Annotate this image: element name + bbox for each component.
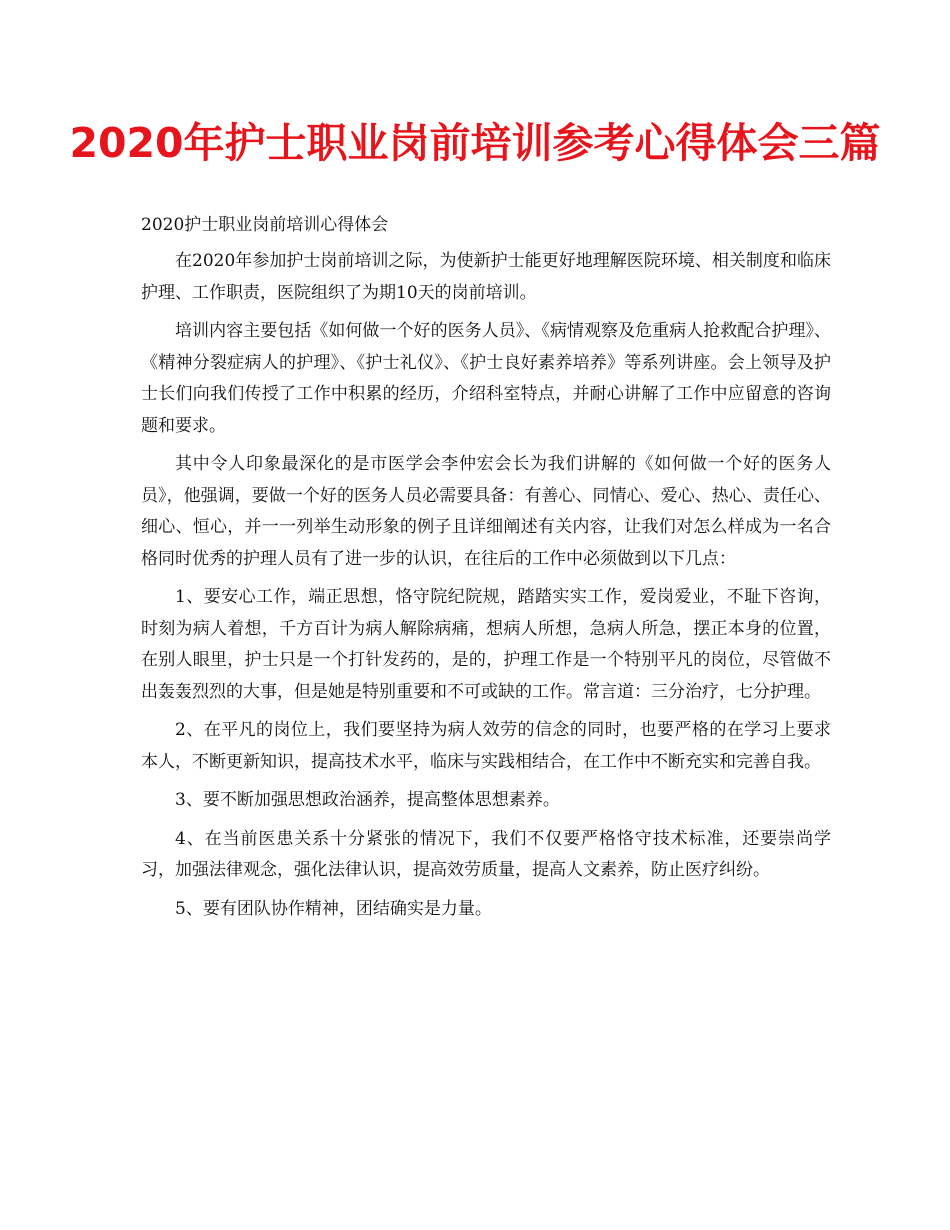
document-title: 2020年护士职业岗前培训参考心得体会三篇 (69, 119, 881, 167)
paragraph: 2、在平凡的岗位上，我们要坚持为病人效劳的信念的同时，也要严格的在学习上要求本人，不断更新知识，提高技术水平，临床与实践相结合，在工作中不断充实和完善自我。 (141, 720, 831, 772)
paragraph: 3、要不断加强思想政治涵养，提高整体思想素养。 (175, 790, 560, 810)
document-body (141, 246, 831, 932)
paragraph: 4、在当前医患关系十分紧张的情况下，我们不仅要严格恪守技术标准，还要崇尚学习，加强法律观念，强化法律认识，提高效劳质量，提高人文素养，防止医疗纠纷。 (141, 828, 831, 880)
paragraph: 1、要安心工作，端正思想，恪守院纪院规，踏踏实实工作，爱岗爱业，不耻下咨询，时刻为病人着想，千方百计为病人解除病痛，想病人所想，急病人所急，摆正本身的位置，在别人眼里，护士只是一个打针发药的，是的，护理工作是一个特别平凡的岗位，尽管做不出轰轰烈烈的大事，但是她是特别重要和不可或缺的工作。常言道：三分治疗，七分护理。 (141, 587, 831, 702)
paragraph: 培训内容主要包括《如何做一个好的医务人员》、《病情观察及危重病人抢救配合护理》、《精神分裂症病人的护理》、《护士礼仪》、《护士良好素养培养》等系列讲座。会上领导及护士长们向我们传授了工作中积累的经历，介绍科室特点，并耐心讲解了工作中应留意的咨询题和要求。 (141, 321, 831, 436)
paragraph: 在2020年参加护士岗前培训之际，为使新护士能更好地理解医院环境、相关制度和临床护理、工作职责，医院组织了为期10天的岗前培训。 (141, 251, 831, 303)
document-subtitle: 2020护士职业岗前培训心得体会 (141, 215, 389, 235)
paragraph: 其中令人印象最深化的是市医学会李仲宏会长为我们讲解的《如何做一个好的医务人员》，他强调，要做一个好的医务人员必需要具备：有善心、同情心、爱心、热心、责任心、细心、恒心，并一一列举生动形象的例子且详细阐述有关内容，让我们对怎么样成为一名合格同时优秀的护理人员有了进一步的认识，在往后的工作中必须做到以下几点： (141, 454, 831, 569)
paragraph: 5、要有团队协作精神，团结确实是力量。 (175, 898, 492, 919)
